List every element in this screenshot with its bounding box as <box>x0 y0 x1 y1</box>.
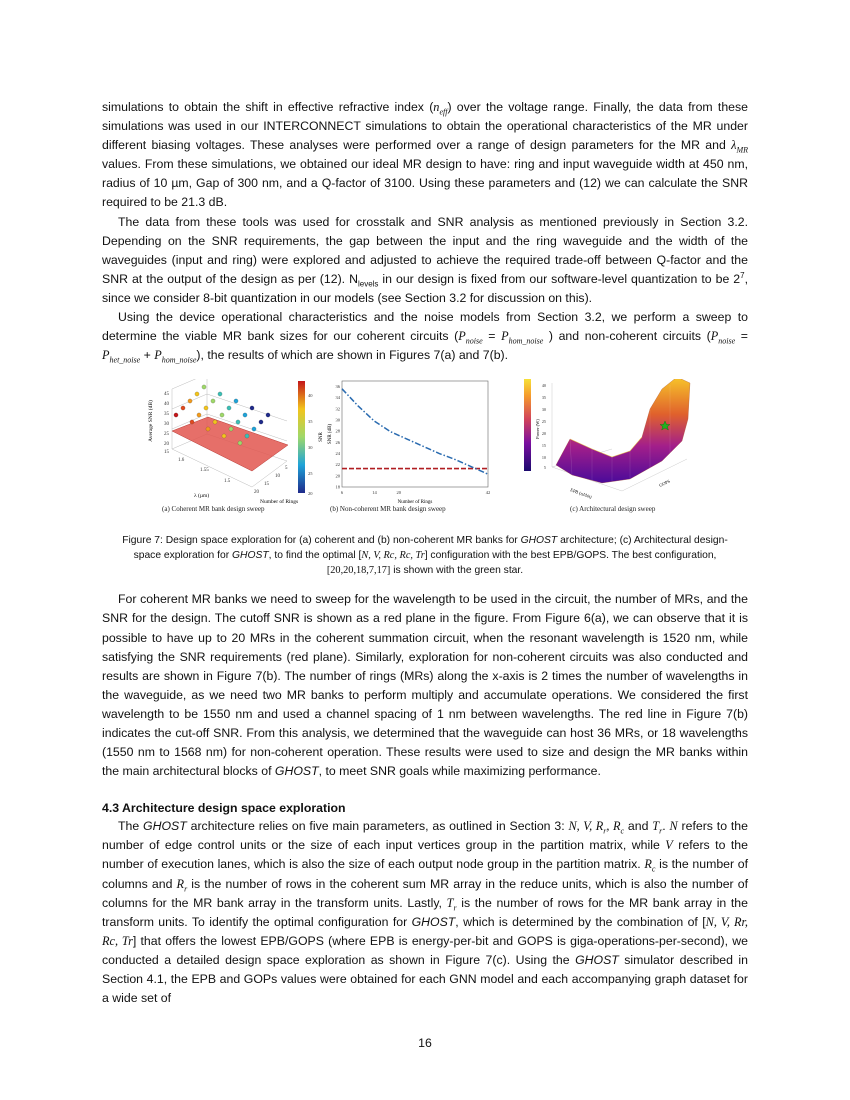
ytick-b: 26 <box>335 440 340 446</box>
architecture-sweep-plot <box>512 379 712 509</box>
paragraph-3: Using the device operational characteristics and the noise models from Section 3.2, we perform a sweep to determine the viable MR bank sizes for our coherent circuits ($P_{noise} = P_{hom\_noise}$ ) and non-coherent circuits $(P_{noise} = P_{het\_noise} + P_{hom\_noise})$, the results of which are shown in Figures 7(a) and 7(b). <box>102 310 748 365</box>
ylabel-b: SNR (dB) <box>328 424 333 445</box>
svg-text:1.5: 1.5 <box>224 479 231 485</box>
xtick-b: 42 <box>485 490 491 496</box>
svg-text:40: 40 <box>308 393 313 399</box>
svg-text:20: 20 <box>254 490 259 496</box>
snr-sample-point <box>211 399 215 403</box>
page-content <box>102 98 748 1008</box>
figure-7a <box>142 379 327 514</box>
snr-sample-point <box>181 406 185 410</box>
snr-sample-point <box>174 413 178 417</box>
ytick-b: 34 <box>335 395 340 401</box>
svg-text:25: 25 <box>164 432 169 438</box>
svg-text:15: 15 <box>541 443 546 449</box>
paragraph-2: The data from these tools was used for crosstalk and SNR analysis as mentioned previously in Section 3.2. Depending on the SNR requirements, the gap between the input and the ring waveguide and the width of the waveguides (input and ring) were explored and adjusted to achieve the required trade-off between Q-factor and the SNR at the output of the design as per (12). $N_{levels}$ in our design is fixed from our software-level quantization to be $2^7$, since we consider 8-bit quantization in our models (see Section 3.2 for discussion on this). <box>102 214 748 305</box>
svg-text:35: 35 <box>164 412 169 418</box>
svg-text:45: 45 <box>164 392 169 398</box>
xtick-b: 20 <box>396 490 402 496</box>
snr-sample-point <box>220 413 224 417</box>
zlabel-c: Power (W) <box>535 419 540 440</box>
svg-text:30: 30 <box>164 422 169 428</box>
snr-sample-point <box>245 434 249 438</box>
svg-text:30: 30 <box>541 407 546 413</box>
snr-sample-point <box>238 441 242 445</box>
svg-text:25: 25 <box>541 419 546 425</box>
colorbar-c <box>524 379 531 471</box>
ytick-b: 20 <box>335 473 340 479</box>
snr-sample-point <box>197 413 201 417</box>
zlabel-a: Average SNR (dB) <box>148 400 154 443</box>
svg-text:35: 35 <box>541 395 546 401</box>
svg-text:15: 15 <box>164 450 169 456</box>
ytick-b: 30 <box>335 417 340 423</box>
figure-7b <box>322 379 492 514</box>
ytick-b: 18 <box>335 484 340 490</box>
svg-text:40: 40 <box>541 383 546 389</box>
xlabel-a: λ (µm) <box>194 493 210 500</box>
svg-text:5: 5 <box>543 465 546 471</box>
svg-text:1.6: 1.6 <box>178 458 185 464</box>
snr-sample-point <box>252 427 256 431</box>
svg-text:5: 5 <box>285 466 288 472</box>
svg-text:20: 20 <box>541 431 546 437</box>
snr-sample-point <box>236 420 240 424</box>
subcaption-b: (b) Non-coherent MR bank design sweep <box>330 505 446 514</box>
snr-sample-point <box>218 392 222 396</box>
snr-sample-point <box>202 385 206 389</box>
snr-sample-point <box>227 406 231 410</box>
snr-sample-point <box>195 392 199 396</box>
figure-caption: Figure 7: Design space exploration for (a) coherent and (b) non-coherent MR banks for GHOST architecture; (c) Architectural design-space exploration for GHOST, to find the optimal [N, V, Rc, Rc, Tr] configuration with the best EPB/GOPS. The best configuration, [20,20,18,7,17] is shown with the green star. <box>122 535 728 577</box>
svg-text:15: 15 <box>264 482 269 488</box>
snr-sample-point <box>259 420 263 424</box>
snr-sample-point <box>229 427 233 431</box>
xtick-b: 14 <box>372 490 377 496</box>
svg-text:20: 20 <box>308 491 313 497</box>
snr-sample-point <box>204 406 208 410</box>
subcaption-a: (a) Coherent MR bank design sweep <box>162 505 265 514</box>
ytick-b: 28 <box>335 429 340 435</box>
xtick-b: 6 <box>340 490 344 496</box>
coherent-sweep-plot <box>142 379 327 509</box>
ytick-b: 32 <box>335 406 340 412</box>
svg-text:30: 30 <box>308 445 313 451</box>
figure-7-row <box>102 379 748 521</box>
snr-sample-point <box>250 406 254 410</box>
ytick-b: 22 <box>335 462 340 468</box>
svg-text:25: 25 <box>308 471 313 477</box>
snr-sample-point <box>266 413 270 417</box>
svg-text:1.55: 1.55 <box>200 468 209 474</box>
snr-sample-point <box>188 399 192 403</box>
ylabel-c: GOPS <box>658 478 671 489</box>
snr-sample-point <box>206 427 210 431</box>
svg-text:10: 10 <box>275 474 280 480</box>
noncoherent-sweep-chart <box>322 379 492 509</box>
page-number: 16 <box>418 1036 432 1050</box>
ytick-b: 36 <box>335 384 340 390</box>
svg-text:10: 10 <box>541 455 546 461</box>
colorbar-a <box>298 381 305 493</box>
paragraph-4: For coherent MR banks we need to sweep for the wavelength to be used in the circuit, the number of MRs, and the SNR for the design. The cutoff SNR is shown as a red plane in the figure. From Figure 6(a), we can observe that it is possible to have up to 20 MRs in the coherent summation circuit, when the resonant wavelength is 1520 nm, while satisfying the SNR requirements (red plane). Similarly, exploration for non-coherent circuits was also conducted and results are shown in Figure 7(b). The number of rings (MRs) along the x-axis is 2 times the number of wavelengths in the waveguide, as we need two MR banks to perform multiply and accumulate operations. We considered the first wavelength to be 1550 nm and used a channel spacing of 1 nm between wavelengths. The red line in Figure 7(b) indicates the cut-off SNR. From this analysis, we determined that the waveguide can host 36 MRs, or 18 wavelengths (1550 nm to 1568 nm) for non-coherent operation. These results were used to size and design the MR banks within the main architectural blocks of GHOST, to meet SNR goals while maximizing performance. <box>102 592 748 779</box>
snr-sample-point <box>234 399 238 403</box>
svg-text:35: 35 <box>308 419 313 425</box>
ytick-b: 24 <box>335 451 340 457</box>
svg-text:SNR: SNR <box>319 432 324 443</box>
svg-text:20: 20 <box>164 442 169 448</box>
ylabel-a: Number of Rings <box>260 499 299 506</box>
paragraph-5: The GHOST architecture relies on five main parameters, as outlined in Section 3: N, V, $R_r$, $R_c$ and $T_r$. N refers to the number of edge control units or the size of each input vertices group in the partition matrix, while V refers to the number of execution lanes, which is also the size of each output node group in the partition matrix. $R_c$ is the number of columns and $R_r$ is the number of rows in the coherent sum MR array in the reduce units, which is also the number of columns for the MR bank array in the transform units. Lastly, $T_r$ is the number of rows for the MR bank array in the transform units. To identify the optimal configuration for GHOST, which is determined by the combination of [N, V, Rr, Rc, Tr] that offers the lowest EPB/GOPS (where EPB is energy-per-bit and GOPS is giga-operations-per-second), we conducted a detailed design space exploration as shown in Figure 7(c). Using the GHOST simulator described in Section 4.1, the EPB and GOPs values were obtained for each GNN model and each accompanying graph dataset for a wide set of <box>102 819 749 1006</box>
snr-sample-point <box>222 434 226 438</box>
paragraph-1: simulations to obtain the shift in effective refractive index $(n_{eff})$ over the voltage range. Finally, the data from these simulations was used in our INTERCONNECT simulations to obtain the operational characteristics of the MR under different biasing voltages. These analyses were performed over a range of design parameters for the MR and $\lambda_{MR}$ values. From these simulations, we obtained our ideal MR design to have: ring and input waveguide width at 450 nm, radius of 10 µm, Gap of 300 nm, and a Q-factor of 3100. Using these parameters and (12) we can calculate the SNR required to be 21.3 dB. <box>102 100 748 210</box>
snr-sample-point <box>190 420 194 424</box>
svg-text:40: 40 <box>164 402 169 408</box>
subcaption-c: (c) Architectural design sweep <box>570 505 656 514</box>
section-heading: 4.3 Architecture design space exploration <box>102 801 346 816</box>
xlabel-b: Number of Rings <box>397 500 433 506</box>
snr-sample-point <box>243 413 247 417</box>
xlabel-c: EPB (nJ/bit) <box>569 487 593 500</box>
figure-7c <box>512 379 712 514</box>
snr-sample-point <box>213 420 217 424</box>
